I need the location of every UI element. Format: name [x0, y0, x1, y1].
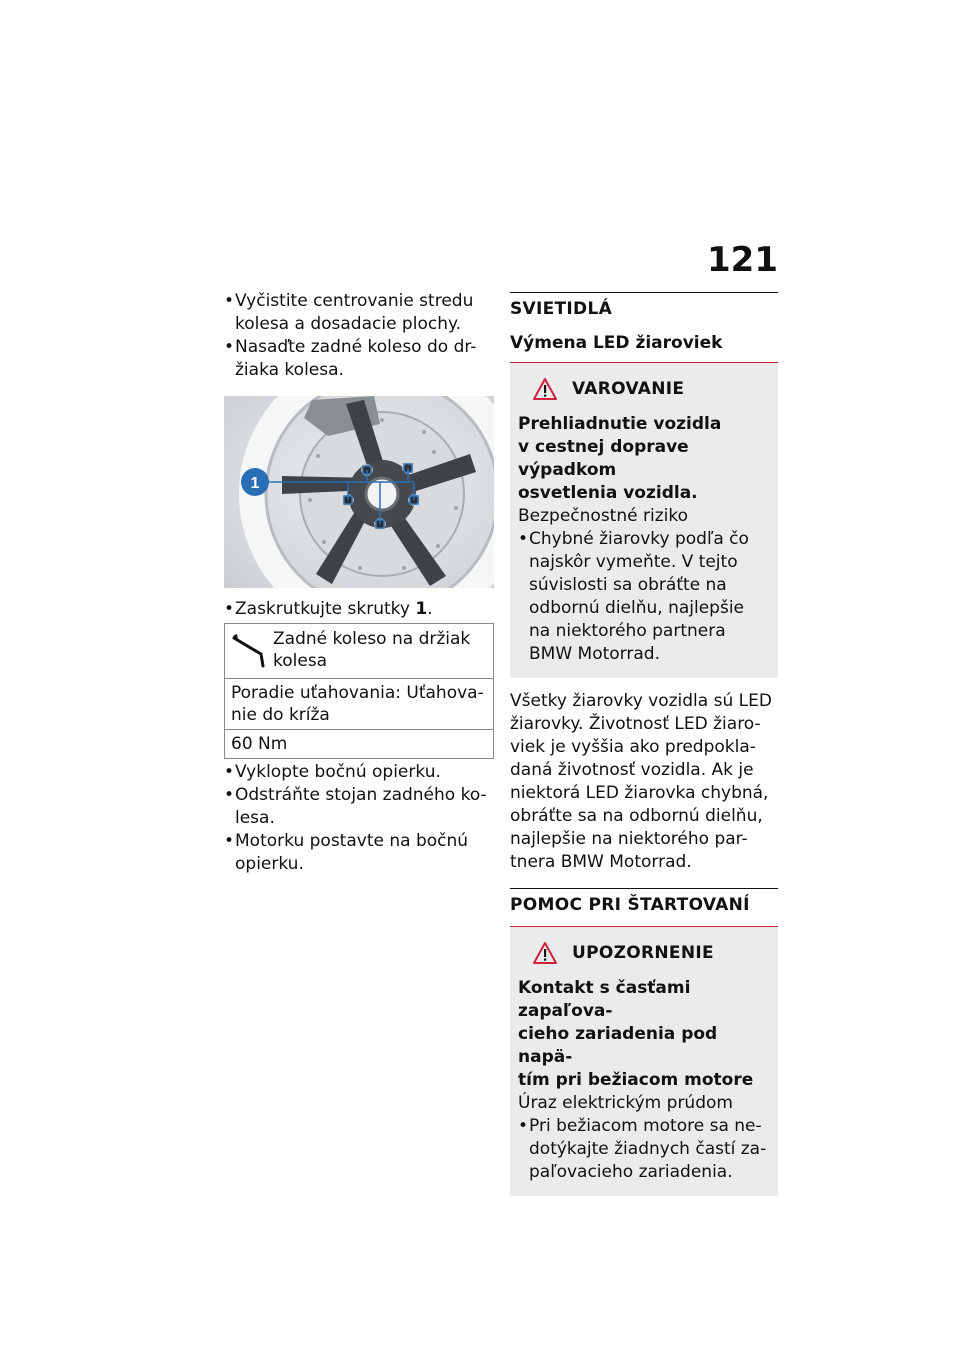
section-title-jump-start: POMOC PRI ŠTARTOVANÍ — [510, 888, 778, 916]
rear-wheel-illustration — [224, 396, 494, 588]
torque-table-header: Zadné koleso na držiak kolesa — [225, 624, 493, 678]
tightening-sequence: Poradie uťahovania: Uťahova- nie do kríža — [225, 678, 493, 729]
list-item: • Zaskrutkujte skrutky 1. — [224, 598, 494, 621]
list-item: • Pri bežiacom motore sa ne- dotýkajte žiadnych častí za- paľovacieho zariadenia. — [518, 1115, 770, 1184]
rear-wheel-figure — [224, 396, 494, 588]
right-column — [510, 292, 778, 1196]
torque-wrench-icon — [231, 632, 267, 668]
torque-value: 60 Nm — [225, 729, 493, 758]
list-item: • Odstráňte stojan zadného ko- lesa. — [224, 784, 494, 830]
caution-box: UPOZORNENIE Kontakt s časťami zapaľova- cieho zariadenia pod napä- tím pri bežiacom motore Úraz elektrickým prúdom • Pri bežiacom motore sa ne- dotýkajte žiadnych častí za- paľovacieho zariadenia. — [510, 927, 778, 1196]
subsection-title-led: Výmena LED žiaroviek — [510, 332, 778, 363]
list-item: • Chybné žiarovky podľa čo najskôr vymeňte. V tejto súvislosti sa obráťte na odbornú dielňu, najlepšie na niektorého partnera BMW Motorrad. — [518, 528, 770, 666]
section-title-lights: SVIETIDLÁ — [510, 292, 778, 320]
warning-label: VAROVANIE — [572, 379, 685, 399]
page-number: 121 — [707, 240, 778, 280]
warning-box: VAROVANIE Prehliadnutie vozidla v cestnej doprave výpadkom osvetlenia vozidla. Bezpečnostné riziko • Chybné žiarovky podľa čo najskôr vymeňte. V tejto súvislosti sa obráťte na odbornú dielňu, najlepšie na niektorého partnera BMW Motorrad. — [510, 363, 778, 678]
warning-triangle-icon — [532, 941, 558, 965]
caution-label: UPOZORNENIE — [572, 943, 714, 963]
list-item: • Vyčistite centrovanie stredu kolesa a dosadacie plochy. — [224, 290, 494, 336]
risk-text: Úraz elektrickým prúdom — [518, 1093, 733, 1113]
callout-number: 1 — [250, 475, 260, 492]
list-item: • Motorku postavte na bočnú opierku. — [224, 830, 494, 876]
torque-table — [224, 623, 494, 759]
list-item: • Vyklopte bočnú opierku. — [224, 761, 494, 784]
risk-text: Bezpečnostné riziko — [518, 506, 688, 526]
warning-triangle-icon — [532, 377, 558, 401]
left-column — [224, 290, 494, 876]
list-item: • Nasaďte zadné koleso do dr- žiaka kolesa. — [224, 336, 494, 382]
led-paragraph: Všetky žiarovky vozidla sú LED žiarovky. Životnosť LED žiaro- viek je vyššia ako predpokla- daná životnosť vozidla. Ak je niektorá LED žiarovka chybná, obráťte sa na odbornú dielňu, najlepšie na niektorého par- tnera BMW Motorrad. — [510, 691, 772, 872]
